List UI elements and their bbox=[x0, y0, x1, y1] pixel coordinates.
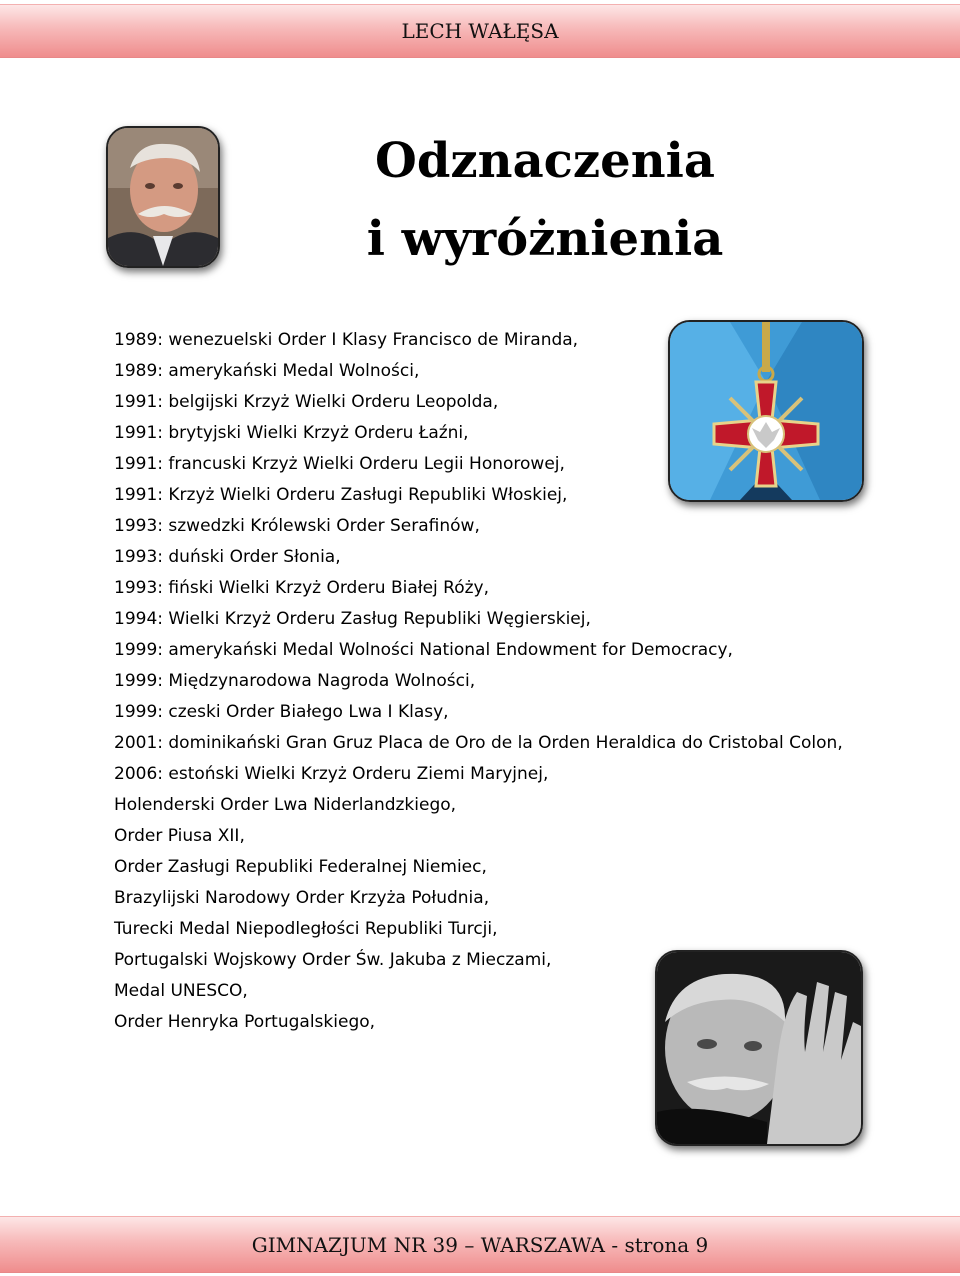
portrait-image bbox=[108, 128, 218, 266]
award-item: Turecki Medal Niepodległości Republiki Turcji, bbox=[114, 919, 498, 939]
award-item: 1993: fiński Wielki Krzyż Orderu Białej Róży, bbox=[114, 578, 490, 598]
award-item: 2001: dominikański Gran Gruz Placa de Oro de la Orden Heraldica do Cristobal Colon, bbox=[114, 733, 843, 753]
awards-list bbox=[114, 325, 874, 1038]
award-item: Order Zasługi Republiki Federalnej Niemiec, bbox=[114, 857, 487, 877]
award-item: 1999: czeski Order Białego Lwa I Klasy, bbox=[114, 702, 449, 722]
header-title: LECH WAŁĘSA bbox=[401, 19, 559, 43]
award-item: 2006: estoński Wielki Krzyż Orderu Ziemi Maryjnej, bbox=[114, 764, 549, 784]
footer-band bbox=[0, 1216, 960, 1273]
footer-text: GIMNAZJUM NR 39 – WARSZAWA - strona 9 bbox=[251, 1232, 709, 1257]
award-item: 1991: belgijski Krzyż Wielki Orderu Leopolda, bbox=[114, 392, 499, 412]
award-item: Order Piusa XII, bbox=[114, 826, 245, 846]
award-item: 1991: francuski Krzyż Wielki Orderu Legii Honorowej, bbox=[114, 454, 565, 474]
award-item: Order Henryka Portugalskiego, bbox=[114, 1012, 376, 1032]
thinking-photo bbox=[655, 950, 863, 1146]
page-title-line1: Odznaczenia bbox=[375, 133, 715, 189]
thinking-image bbox=[657, 952, 861, 1144]
award-item: 1993: szwedzki Królewski Order Serafinów, bbox=[114, 516, 480, 536]
award-item: Portugalski Wojskowy Order Św. Jakuba z Mieczami, bbox=[114, 950, 552, 970]
award-item: 1991: brytyjski Wielki Krzyż Orderu Łaźni, bbox=[114, 423, 469, 443]
award-item: Holenderski Order Lwa Niderlandzkiego, bbox=[114, 795, 457, 815]
award-item: 1989: amerykański Medal Wolności, bbox=[114, 361, 420, 381]
award-item: Brazylijski Narodowy Order Krzyża Południa, bbox=[114, 888, 490, 908]
header-band bbox=[0, 4, 960, 58]
page-title bbox=[330, 122, 760, 278]
award-item: 1993: duński Order Słonia, bbox=[114, 547, 341, 567]
award-item: Medal UNESCO, bbox=[114, 981, 248, 1001]
award-item: 1999: Międzynarodowa Nagroda Wolności, bbox=[114, 671, 476, 691]
award-item: 1994: Wielki Krzyż Orderu Zasług Republiki Węgierskiej, bbox=[114, 609, 591, 629]
page-title-line2: i wyróżnienia bbox=[366, 211, 724, 267]
award-item: 1991: Krzyż Wielki Orderu Zasługi Republiki Włoskiej, bbox=[114, 485, 568, 505]
portrait-photo bbox=[106, 126, 220, 268]
award-item: 1989: wenezuelski Order I Klasy Francisco de Miranda, bbox=[114, 330, 579, 350]
award-item: 1999: amerykański Medal Wolności National Endowment for Democracy, bbox=[114, 640, 733, 660]
